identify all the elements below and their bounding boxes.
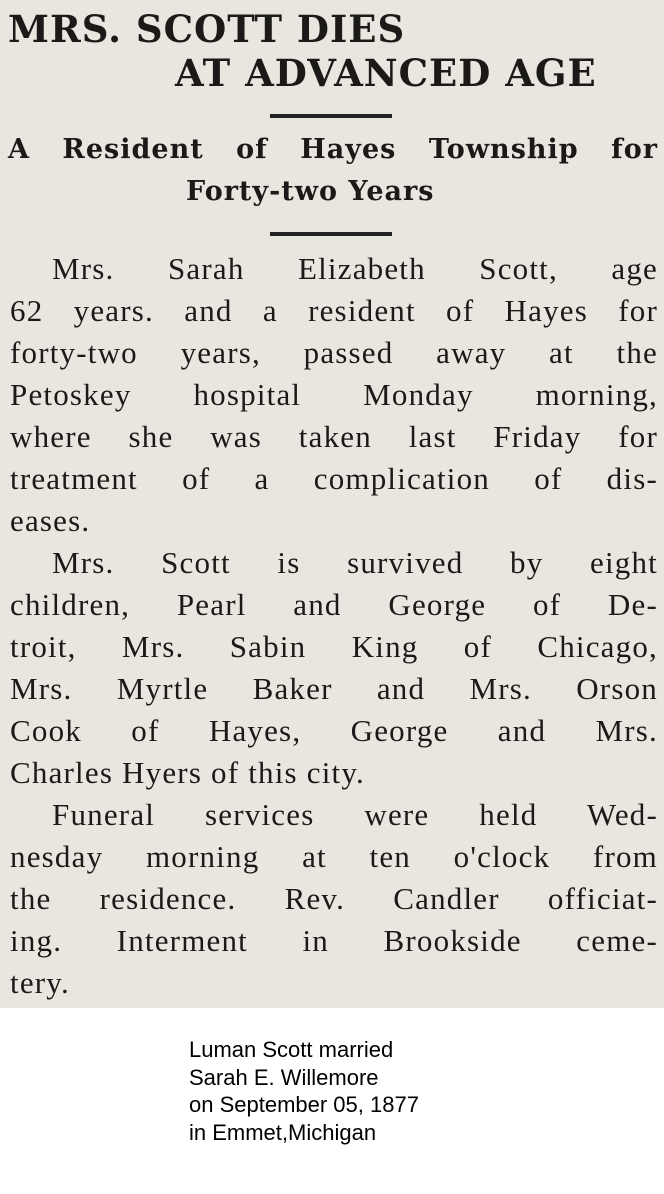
body-text-line: Mrs. Myrtle Baker and Mrs. Orson [10,671,658,706]
body-text-line: Cook of Hayes, George and Mrs. [10,713,658,748]
body-text-line: Mrs. Sarah Elizabeth Scott, age [52,251,658,286]
marriage-caption [189,1036,589,1146]
body-text-line: children, Pearl and George of De- [10,587,658,622]
body-text-line: eases. [10,503,91,538]
subheadline-line-2: Forty-two Years [186,176,435,207]
body-text-line: nesday morning at ten o'clock from [10,839,658,874]
headline-line-1: MRS. SCOTT DIES [8,7,406,51]
body-text-line: treatment of a complication of dis- [10,461,658,496]
body-text-line: troit, Mrs. Sabin King of Chicago, [10,629,658,664]
body-text-line: ing. Interment in Brookside ceme- [10,923,658,958]
subheadline-line-1: A Resident of Hayes Township for [8,134,658,165]
body-text-line: tery. [10,965,70,1000]
divider-rule [270,114,392,118]
body-text-line: Funeral services were held Wed- [52,797,658,832]
body-text-line: where she was taken last Friday for [10,419,658,454]
body-text-line: Mrs. Scott is survived by eight [52,545,658,580]
body-text-line: 62 years. and a resident of Hayes for [10,293,658,328]
caption-line: Sarah E. Willemore [189,1064,379,1090]
caption-line: in Emmet,Michigan [189,1119,377,1145]
body-text-line: the residence. Rev. Candler officiat- [10,881,658,916]
headline-line-2: AT ADVANCED AGE [175,51,597,95]
body-text-line: Charles Hyers of this city. [10,755,365,790]
caption-line: on September 05, 1877 [189,1092,419,1117]
body-text-line: forty-two years, passed away at the [10,335,658,370]
caption-line: Luman Scott married [189,1037,394,1062]
divider-rule [270,232,392,236]
body-text-line: Petoskey hospital Monday morning, [10,377,658,412]
